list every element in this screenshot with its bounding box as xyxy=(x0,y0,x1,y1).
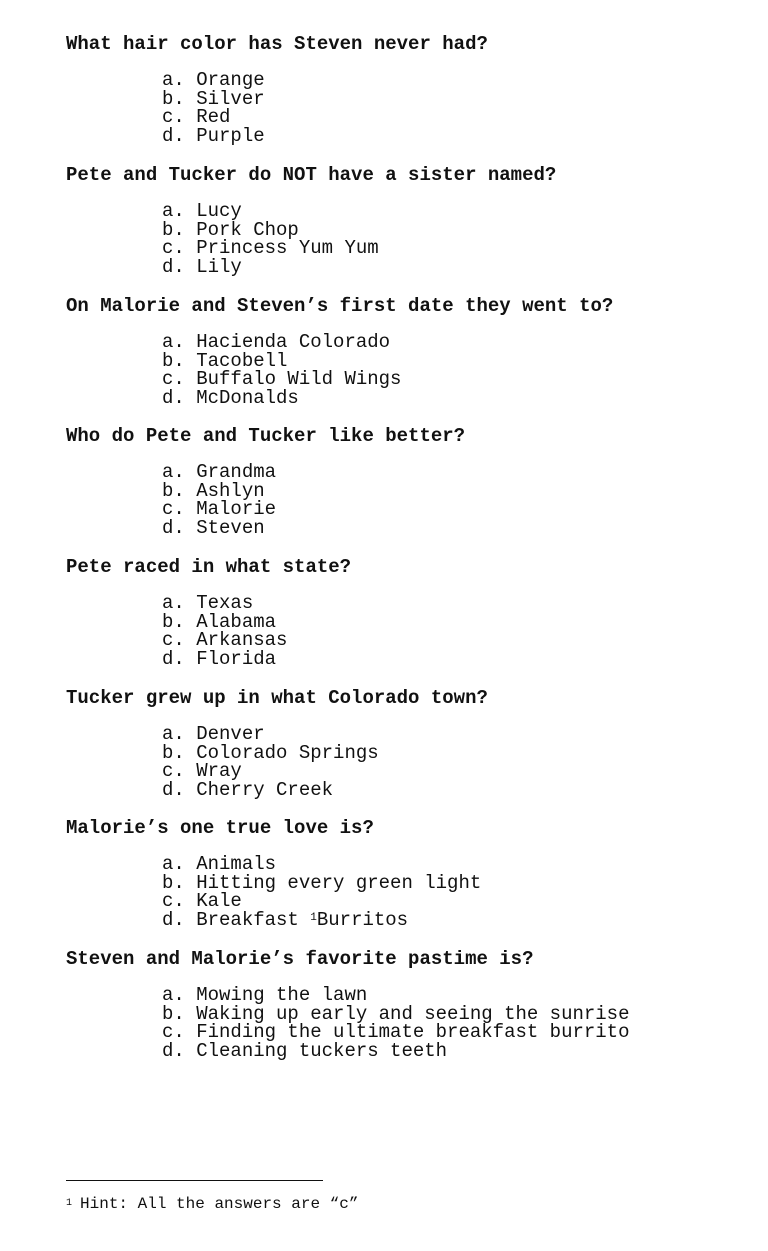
option-a: a. Mowing the lawn xyxy=(162,984,368,1006)
question-2 xyxy=(66,164,748,278)
option-d: d. Lily xyxy=(162,255,242,278)
option-a: a. Denver xyxy=(162,723,265,745)
option-c: c. Arkansas xyxy=(162,629,288,652)
question-title: Pete raced in what state? xyxy=(66,556,352,578)
option-list xyxy=(162,202,379,276)
question-5 xyxy=(66,556,748,670)
option-c: c. Finding the ultimate breakfast burrito xyxy=(162,1021,630,1044)
footnote-text: Hint: All the answers are “c” xyxy=(80,1195,359,1213)
option-list xyxy=(162,463,276,537)
option-a: a. Orange xyxy=(162,69,265,91)
option-b: b. Pork Chop xyxy=(162,218,299,241)
option-b: b. Hitting every green light xyxy=(162,871,482,894)
option-b: b. Ashlyn xyxy=(162,479,265,502)
option-c: c. Red xyxy=(162,106,231,129)
option-b: b. Waking up early and seeing the sunrise xyxy=(162,1002,630,1025)
question-title: Tucker grew up in what Colorado town? xyxy=(66,687,488,709)
option-b: b. Alabama xyxy=(162,610,277,633)
question-6 xyxy=(66,687,748,801)
option-list xyxy=(162,986,630,1060)
option-c: c. Kale xyxy=(162,890,242,913)
option-list xyxy=(162,333,401,407)
option-d: d. Florida xyxy=(162,647,277,670)
option-b: b. Colorado Springs xyxy=(162,741,379,764)
option-b: b. Tacobell xyxy=(162,349,288,372)
option-a: a. Hacienda Colorado xyxy=(162,331,391,353)
question-title: Who do Pete and Tucker like better? xyxy=(66,425,466,447)
option-a: a. Animals xyxy=(162,853,277,875)
option-list xyxy=(162,71,265,145)
option-c: c. Malorie xyxy=(162,498,277,521)
question-title: Malorie’s one true love is? xyxy=(66,817,374,839)
option-list xyxy=(162,855,481,929)
option-d: d. Cherry Creek xyxy=(162,778,334,801)
option-c: c. Princess Yum Yum xyxy=(162,237,379,260)
question-title: Steven and Malorie’s favorite pastime is? xyxy=(66,948,534,970)
option-d: d. McDonalds xyxy=(162,386,299,409)
question-3 xyxy=(66,295,748,409)
option-a: a. Grandma xyxy=(162,461,277,483)
option-list xyxy=(162,725,379,799)
question-7 xyxy=(66,817,748,931)
footnote-mark: 1 xyxy=(66,1198,73,1209)
question-4 xyxy=(66,425,748,539)
option-d: d. Steven xyxy=(162,516,265,539)
option-a: a. Lucy xyxy=(162,200,242,222)
question-title: On Malorie and Steven’s first date they went to? xyxy=(66,295,614,317)
option-a: a. Texas xyxy=(162,592,254,614)
question-title: Pete and Tucker do NOT have a sister named? xyxy=(66,164,557,186)
option-d: d. Breakfast $^1$Burritos xyxy=(162,908,409,931)
option-d: d. Purple xyxy=(162,124,265,147)
footnote xyxy=(66,1194,358,1214)
option-c: c. Wray xyxy=(162,760,242,783)
question-title: What hair color has Steven never had? xyxy=(66,33,488,55)
option-d: d. Cleaning tuckers teeth xyxy=(162,1039,448,1062)
question-1 xyxy=(66,33,748,147)
option-b: b. Silver xyxy=(162,87,265,110)
option-list xyxy=(162,594,287,668)
question-8 xyxy=(66,948,748,1062)
footnote-separator xyxy=(66,1180,323,1181)
option-c: c. Buffalo Wild Wings xyxy=(162,368,402,391)
footnote-reference[interactable]: 1 xyxy=(310,911,317,924)
